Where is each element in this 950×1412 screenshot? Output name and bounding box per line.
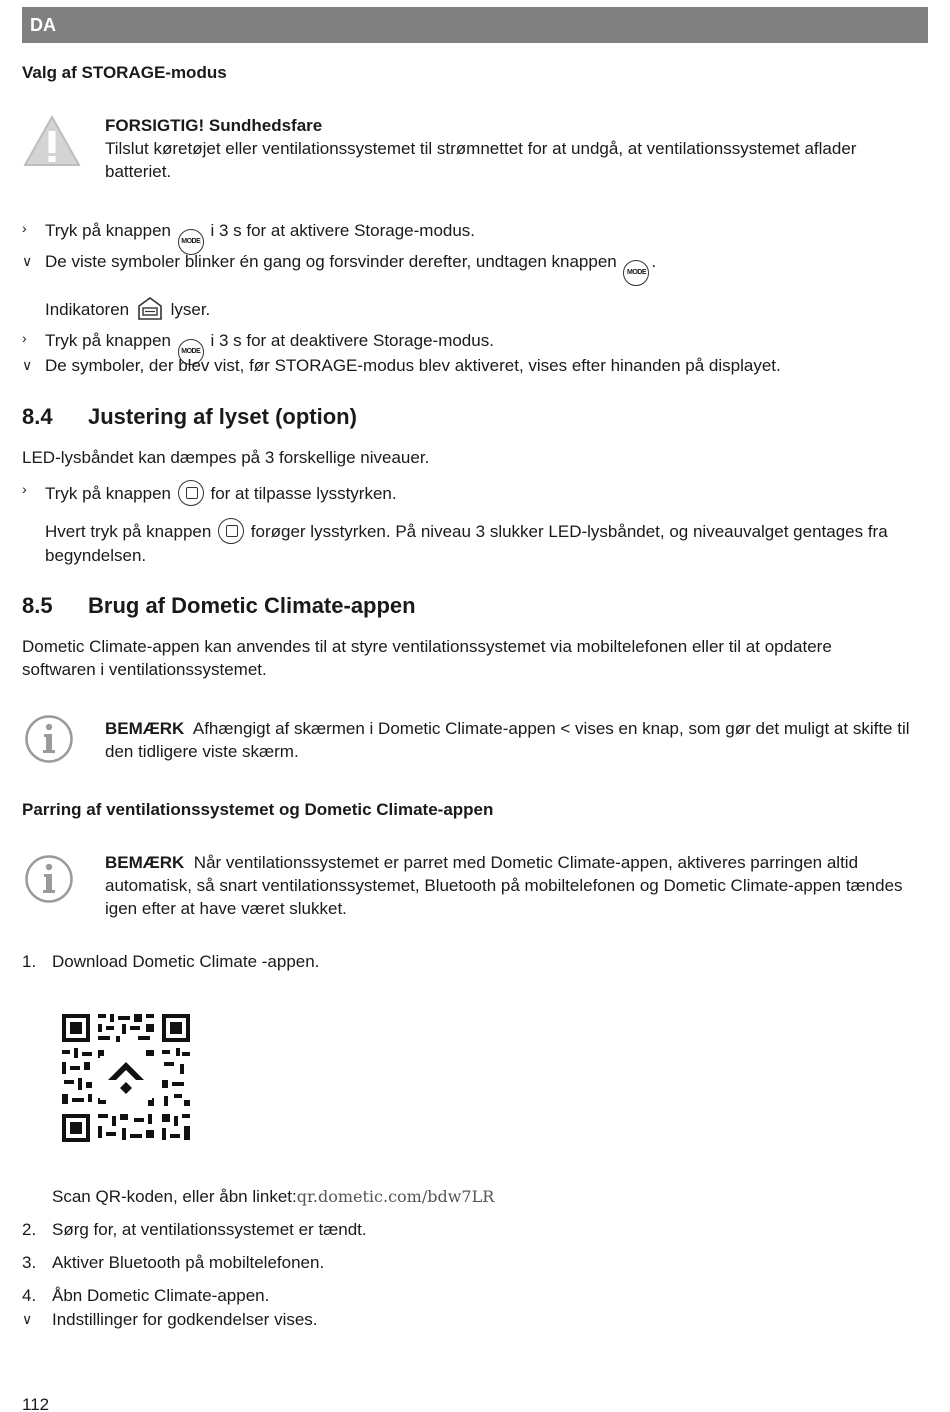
step-number: 3. xyxy=(22,1253,37,1272)
step-number: 2. xyxy=(22,1220,37,1239)
step-text: i 3 s for at aktivere Storage-modus. xyxy=(210,221,476,240)
page-number: 112 xyxy=(22,1395,50,1412)
step-1-text: Download Dometic Climate -appen. xyxy=(52,952,320,971)
language-header xyxy=(22,7,928,43)
qr-code xyxy=(58,1010,194,1146)
section-title: Justering af lyset (option) xyxy=(88,404,357,429)
indicator-text: lyser. xyxy=(170,300,211,319)
sec84-intro: LED-lysbåndet kan dæmpes på 3 forskellige niveauer. xyxy=(22,448,430,467)
chevron-right-icon: › xyxy=(22,220,27,236)
caution-text: Tilslut køretøjet eller ventilationssystemet til strømnettet for at undgå, at ventilationssystemet aflader batteriet. xyxy=(105,139,857,181)
step-3-text: Aktiver Bluetooth på mobiltelefonen. xyxy=(52,1253,325,1272)
section-8-5-heading xyxy=(22,594,416,617)
warning-triangle-icon xyxy=(22,114,82,168)
info-circle-icon xyxy=(24,714,74,764)
section-title: Brug af Dometic Climate-appen xyxy=(88,593,416,618)
sec84-info xyxy=(45,518,905,567)
info-text: Hvert tryk på knappen xyxy=(45,522,212,541)
section-8-4-heading xyxy=(22,405,357,428)
note-label: BEMÆRK xyxy=(105,719,185,738)
scan-text: Scan QR-koden, eller åbn linket: xyxy=(52,1187,297,1206)
result-text: . xyxy=(651,252,657,271)
note-text: Når ventilationssystemet er parret med Dometic Climate-appen, aktiveres parringen altid automatisk, så snart ventilationssystemet, Bluetooth på mobiltelefonen og Dometic Climate-appen tændes igen efter at have været slukket. xyxy=(105,853,903,918)
note-2 xyxy=(105,851,905,920)
storage-heading: Valg af STORAGE-modus xyxy=(22,63,227,82)
mode-button-icon: MODE xyxy=(623,260,649,286)
light-button-icon xyxy=(218,518,244,544)
sec85-intro: Dometic Climate-appen kan anvendes til at styre ventilationssystemet via mobiltelefonen eller til at opdatere softwaren i ventilationssystemet. xyxy=(22,637,832,679)
step-text: Tryk på knappen xyxy=(45,484,171,503)
info-circle-icon xyxy=(24,854,74,904)
step-text: for at tilpasse lysstyrken. xyxy=(210,484,397,503)
section-number: 8.4 xyxy=(22,404,53,429)
note-label: BEMÆRK xyxy=(105,853,185,872)
pairing-heading: Parring af ventilationssystemet og Dometic Climate-appen xyxy=(22,800,494,819)
chevron-right-icon: › xyxy=(22,330,27,346)
step-text: i 3 s for at deaktivere Storage-modus. xyxy=(210,331,494,350)
mode-button-icon: MODE xyxy=(178,339,204,365)
app-link[interactable]: qr.dometic.com/bdw7LR xyxy=(296,1187,495,1206)
chevron-down-icon: ∨ xyxy=(22,1311,33,1327)
info-text: forøger lysstyrken. På niveau 3 slukker LED-lysbåndet, og niveauvalget gentages fra begyndelsen. xyxy=(45,522,888,565)
indicator-text: Indikatoren xyxy=(45,300,130,319)
note-1 xyxy=(105,717,925,763)
storage-indicator-line xyxy=(45,295,865,321)
final-result: Indstillinger for godkendelser vises. xyxy=(52,1310,318,1329)
step-text: Tryk på knappen xyxy=(45,221,171,240)
step-2-text: Sørg for, at ventilationssystemet er tændt. xyxy=(52,1220,367,1239)
chevron-down-icon: ∨ xyxy=(22,357,33,373)
step-text: Tryk på knappen xyxy=(45,331,171,350)
result-text: De viste symboler blinker én gang og forsvinder derefter, undtagen knappen xyxy=(45,252,617,271)
section-number: 8.5 xyxy=(22,593,53,618)
sec84-step xyxy=(45,480,865,506)
language-label: DA xyxy=(30,15,56,35)
chevron-right-icon: › xyxy=(22,481,27,497)
mode-button-icon: MODE xyxy=(178,229,204,255)
light-button-icon xyxy=(178,480,204,506)
storage-result-activate xyxy=(45,250,925,286)
step-number: 1. xyxy=(22,952,37,971)
step-number: 4. xyxy=(22,1286,37,1305)
scan-instruction xyxy=(52,1185,872,1208)
note-text: Afhængigt af skærmen i Dometic Climate-appen < vises en knap, som gør det muligt at skifte til den tidligere viste skærm. xyxy=(105,719,910,761)
step-4-text: Åbn Dometic Climate-appen. xyxy=(52,1286,270,1305)
caution-title: FORSIGTIG! Sundhedsfare xyxy=(105,116,323,135)
storage-result-deactivate: De symboler, der blev vist, før STORAGE-modus blev aktiveret, vises efter hinanden på displayet. xyxy=(45,356,781,375)
chevron-down-icon: ∨ xyxy=(22,253,33,269)
storage-indicator-icon xyxy=(136,295,164,321)
